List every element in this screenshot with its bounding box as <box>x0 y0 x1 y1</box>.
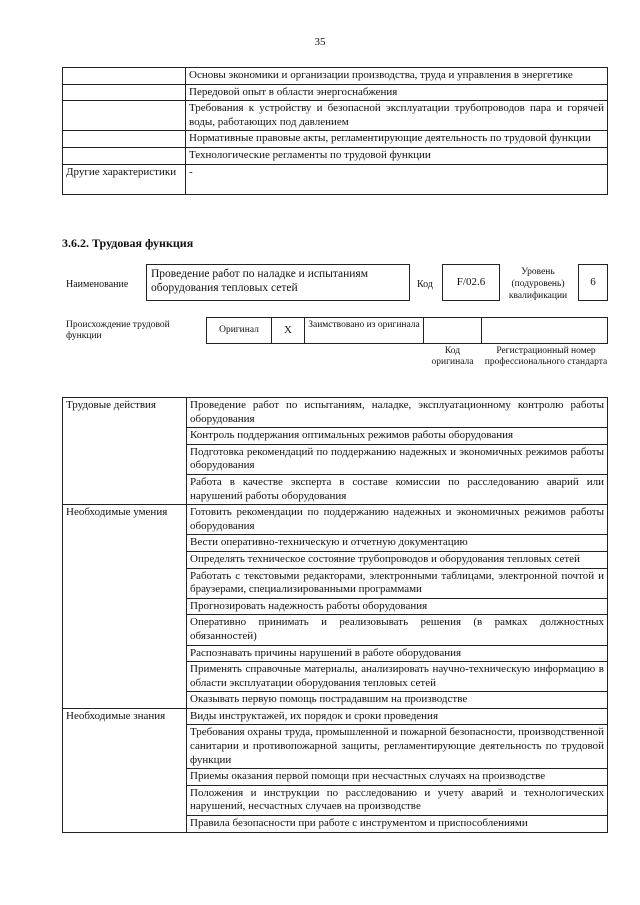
group-item: Работа в качестве эксперта в составе комиссии по расследованию аварий или нарушений работы оборудования <box>187 474 608 504</box>
continuation-row-text: - <box>186 164 608 194</box>
group-item: Положения и инструкции по расследованию и учету аварий и технологических нарушений, несчастных случаев на производстве <box>187 785 608 815</box>
group-item: Контроль поддержания оптимальных режимов работы оборудования <box>187 428 608 445</box>
code-original-cell <box>423 317 482 344</box>
continuation-row <box>63 147 608 164</box>
code-value: F/02.6 <box>442 264 500 301</box>
continuation-row-text: Нормативные правовые акты, регламентирующие деятельность по трудовой функции <box>186 131 608 148</box>
reg-number-caption: Регистрационный номер профессионального стандарта <box>484 346 608 367</box>
origin-label: Происхождение трудовой функции <box>66 320 170 341</box>
continuation-row-text: Основы экономики и организации производства, труда и управления в энергетике <box>186 68 608 85</box>
group-item: Работать с текстовыми редакторами, электронными таблицами, электронной почтой и браузерами, специализированными программами <box>187 568 608 598</box>
continuation-row-text: Передовой опыт в области энергоснабжения <box>186 84 608 101</box>
group-item: Прогнозировать надежность работы оборудования <box>187 598 608 615</box>
continuation-table <box>62 67 608 195</box>
group-item: Вести оперативно-техническую и отчетную документацию <box>187 535 608 552</box>
continuation-row-label <box>63 101 186 131</box>
reg-number-cell <box>481 317 608 344</box>
group-label: Необходимые умения <box>63 505 187 709</box>
group-item: Подготовка рекомендаций по поддержанию надежных и экономичных режимов работы оборудования <box>187 444 608 474</box>
borrowed-label: Заимствовано из оригинала <box>304 317 424 344</box>
continuation-row-label: Другие характеристики <box>63 164 186 194</box>
section-title: 3.6.2. Трудовая функция <box>62 236 194 250</box>
continuation-row <box>63 164 608 194</box>
code-label: Код <box>417 279 433 290</box>
table-row <box>63 708 608 725</box>
continuation-row <box>63 101 608 131</box>
group-item: Приемы оказания первой помощи при несчастных случаях на производстве <box>187 769 608 786</box>
continuation-row <box>63 68 608 85</box>
continuation-row-text: Технологические регламенты по трудовой функции <box>186 147 608 164</box>
table-row <box>63 505 608 535</box>
group-label: Необходимые знания <box>63 708 187 832</box>
group-item: Готовить рекомендации по поддержанию надежных и экономичных режимов работы оборудования <box>187 505 608 535</box>
level-value: 6 <box>578 264 608 301</box>
table-row <box>63 398 608 428</box>
original-label: Оригинал <box>206 317 272 344</box>
continuation-row <box>63 84 608 101</box>
function-table <box>62 397 608 833</box>
name-value: Проведение работ по наладке и испытаниям оборудования тепловых сетей <box>146 264 410 301</box>
group-item: Распознавать причины нарушений в работе оборудования <box>187 645 608 662</box>
code-original-caption: Код оригинала <box>431 346 474 367</box>
page-number: 35 <box>314 36 326 48</box>
group-item: Оказывать первую помощь пострадавшим на производстве <box>187 692 608 709</box>
continuation-row-label <box>63 147 186 164</box>
level-label: Уровень (подуровень) квалификации <box>508 267 568 301</box>
name-label: Наименование <box>66 279 129 290</box>
original-mark: X <box>271 317 305 344</box>
continuation-row <box>63 131 608 148</box>
continuation-row-label <box>63 131 186 148</box>
group-item: Проведение работ по испытаниям, наладке, эксплуатационному контролю работы оборудования <box>187 398 608 428</box>
group-item: Оперативно принимать и реализовывать решения (в рамках должностных обязанностей) <box>187 615 608 645</box>
continuation-row-label <box>63 68 186 85</box>
continuation-row-label <box>63 84 186 101</box>
group-item: Применять справочные материалы, анализировать научно-техническую информацию в области эксплуатации оборудования тепловых сетей <box>187 662 608 692</box>
group-label: Трудовые действия <box>63 398 187 505</box>
continuation-row-text: Требования к устройству и безопасной эксплуатации трубопроводов пара и горячей воды, работающих под давлением <box>186 101 608 131</box>
group-item: Виды инструктажей, их порядок и сроки проведения <box>187 708 608 725</box>
group-item: Определять техническое состояние трубопроводов и оборудования тепловых сетей <box>187 551 608 568</box>
group-item: Требования охраны труда, промышленной и пожарной безопасности, производственной санитарии и противопожарной защиты, регламентирующие деятельность по трудовой функции <box>187 725 608 769</box>
group-item: Правила безопасности при работе с инструментом и приспособлениями <box>187 816 608 833</box>
